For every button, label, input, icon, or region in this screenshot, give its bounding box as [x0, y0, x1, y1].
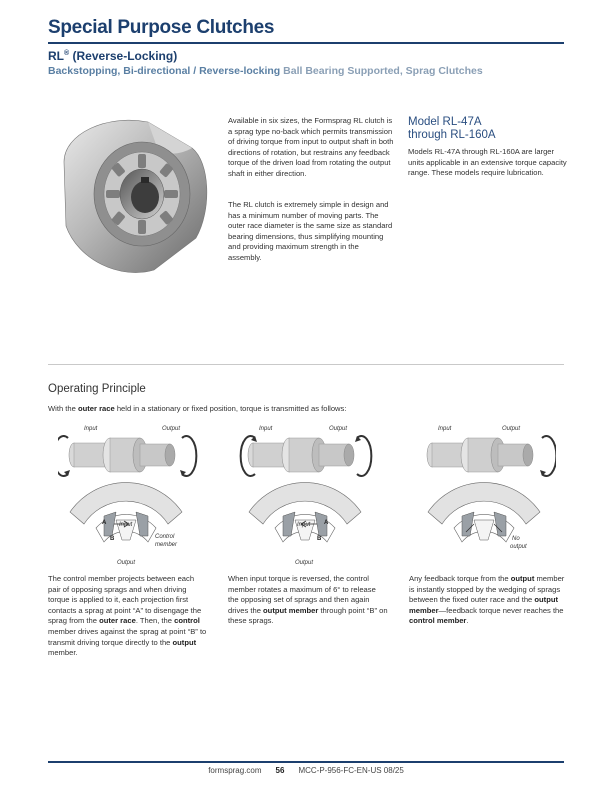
- point-a-label: A: [102, 520, 107, 526]
- diagram-2-reversed: [237, 420, 377, 570]
- model-description: Models RL-47A through RL-160A are larger units applicable in an extensive torque capacity range. These models require lubrication.: [408, 147, 567, 178]
- operating-principle-heading: Operating Principle: [48, 383, 146, 395]
- no-output-label: output: [510, 544, 527, 550]
- rotation-arrow-right: [357, 436, 371, 476]
- diagram-1-driving: [58, 420, 198, 570]
- rotation-arrow-right: [182, 436, 196, 476]
- point-a-label: A: [324, 520, 329, 526]
- input-label: Input: [259, 426, 273, 432]
- output-label: Output: [502, 426, 521, 432]
- diagram-3-feedback: [416, 420, 556, 570]
- input-label: Input: [438, 426, 452, 432]
- page-number: 56: [275, 766, 285, 775]
- product-name: RL: [48, 49, 64, 63]
- footer-site-link[interactable]: formsprag.com: [208, 766, 262, 775]
- model-heading: [408, 116, 496, 142]
- output-inner-label: Output: [117, 560, 136, 566]
- control-label: Control: [155, 534, 175, 540]
- caption-2: When input torque is reversed, the control member rotates a maximum of 6° to release the opposing set of sprags and then again drives the output member through point “B” on these sprags.: [228, 574, 388, 626]
- sprag-section: [249, 483, 361, 542]
- intro-paragraph-2: The RL clutch is extremely simple in design and has a minimum number of moving parts. The outer race diameter is the same size as standard bearing dimensions, thus simplifying mounting and providing maximum strength in the assembly.: [228, 200, 393, 262]
- model-heading-line-2: through RL-160A: [408, 129, 496, 141]
- member-label: member: [155, 542, 178, 548]
- footer: [0, 766, 612, 775]
- title-divider: [48, 42, 564, 44]
- rotation-arrow-right: [542, 436, 556, 476]
- input-inner-label: Input: [297, 522, 311, 528]
- outer-race-term: outer race: [77, 404, 115, 413]
- point-b-label: B: [317, 536, 322, 542]
- output-label: Output: [329, 426, 348, 432]
- input-label: Input: [84, 426, 98, 432]
- no-label: No: [512, 536, 520, 542]
- output-label: Output: [162, 426, 181, 432]
- shaft-illustration: [248, 438, 354, 472]
- shaft-illustration: [427, 438, 533, 472]
- shaft-illustration: [69, 438, 175, 472]
- page-title: Special Purpose Clutches: [48, 17, 275, 38]
- output-inner-label: Output: [295, 560, 314, 566]
- product-subtitle: [48, 65, 483, 77]
- clutch-illustration: [50, 100, 215, 280]
- rotation-arrow-left: [58, 436, 68, 476]
- product-heading: [48, 49, 177, 63]
- caption-3: Any feedback torque from the output member is instantly stopped by the wedging of sprags between the fixed outer race and the output member—feedback torque never reaches the control member.: [409, 574, 565, 626]
- input-inner-label: Input: [119, 522, 133, 528]
- caption-1: The control member projects between each pair of opposing sprags and when driving torque is applied to it, each projection first contacts a sprag at point “A” to disengage the sprag from the outer race. Then, the control member drives against the sprag at point “B” to transmit driving torque directly to the output member.: [48, 574, 207, 658]
- product-suffix: (Reverse-Locking): [69, 49, 178, 63]
- model-heading-line-1: Model RL-47A: [408, 116, 482, 128]
- intro-paragraph-1: Available in six sizes, the Formsprag RL clutch is a sprag type no-back which permits transmission of driving torque from input to output shaft in both directions of rotation, but restrains any feedback torque of the driven load from rotating the output shaft in either direction.: [228, 116, 394, 178]
- subtitle-main: Backstopping, Bi-directional / Reverse-locking: [48, 65, 281, 77]
- registered-mark: ®: [64, 50, 70, 57]
- sprag-section: [428, 483, 540, 542]
- document-code: MCC-P-956-FC-EN-US 08/25: [298, 766, 404, 775]
- point-b-label: B: [110, 536, 115, 542]
- footer-divider: [48, 761, 564, 763]
- section-divider: [48, 364, 564, 365]
- operating-principle-intro: With the outer race held in a stationary or fixed position, torque is transmitted as follows:: [48, 404, 347, 413]
- subtitle-rest: Ball Bearing Supported, Sprag Clutches: [280, 65, 483, 77]
